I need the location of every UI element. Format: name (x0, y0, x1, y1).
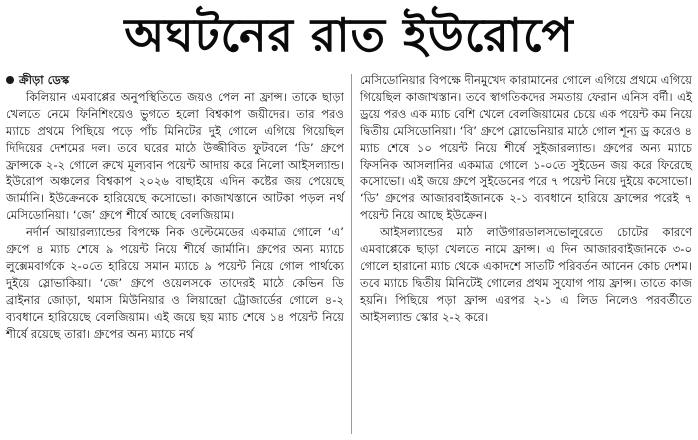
headline: অঘটনের রাত ইউরোপে (124, 8, 574, 62)
column-divider (351, 74, 352, 434)
paragraph: কিলিয়ান এমবাপ্পের অনুপস্থিতিতে জয়ও পেল না ফ্রান্স। তাকে ছাড়া খেলতে নেমে ফিনিশিংয়েও ভুগতে হলো বিশ্বকাপ জয়ীদের। তার পরও ম্যাচে প্রথমে পিছিয়ে পড়ে পাঁচ মিনিটের দুই গোলে এগিয়ে গিয়েছিল দিদিয়ের দেশমের দল। তবে ঘরের মাঠে উজ্জীবিত ফুটবলে ‘ডি’ গ্রুপে ফ্রান্সকে ২-২ গোলে রুখে মূল্যবান পয়েন্ট আদায় করে নিলো আইসল্যান্ড। ইউরোপ অঞ্চলের বিশ্বকাপ ২০২৬ বাছাইয়ে এদিন কষ্টের জয় পেয়েছে জার্মানি। ইউক্রেনকে হারিয়েছে কসোভো। কাজাখস্তানে আটকা পড়ল নর্থ মেসিডোনিয়া। ‘জে’ গ্রুপে শীর্ষে আছে বেলজিয়াম। (6, 89, 344, 223)
paragraph: মেসিডোনিয়ার বিপক্ষে দীনমুখেদ কারামানের গোলে এগিয়ে প্রথমে এগিয়ে গিয়েছিল কাজাখস্তান। তবে স্বাগতিকদের সমতায় ফেরান এনিস বর্দী। এই ড্রয়ে পরও এক ম্যাচ বেশি খেলে বেলজিয়ামের চেয়ে এক পয়েন্ট কম নিয়ে দ্বিতীয় মেসিডোনিয়া। ‘বি’ গ্রুপে স্লোভেনিয়ার মাঠে গোল শূন্য ড্র করেও ৪ ম্যাচ শেষে ১০ পয়েন্ট নিয়ে শীর্ষে সুইজারল্যান্ড। গ্রুপের অন্য ম্যাচে ফিসনিক আসলানির একমাত্র গোলে ১-০তে সুইডেন জয় করে ফিরেছে কসোভো। এই জয়ে গ্রুপে সুইডেনের পরে ৭ পয়েন্ট নিয়ে দুইয়ে কসোভো। ‘ডি’ গ্রুপের আজারবাইজানকে ২-১ ব্যবধানে হারিয়ে ফ্রান্সের পরেই ৭ পয়েন্ট নিয়ে আছে ইউক্রেন। (360, 73, 692, 223)
paragraph: আইসল্যান্ডের মাঠ লাউগারডালসভোলুরেতে চোটের কারণে এমবাপ্পেকে ছাড়া খেলতে নামে ফ্রান্স। এ দিন আজারবাইজানকে ৩-০ গোলে হারানো ম্যাচ থেকে একাদশে সাতটি পরিবর্তন আনেন কোচ দেশম। তবে ম্যাচে দ্বিতীয় মিনিটেই গোলের প্রথম সুযোগ পায় ফ্রান্স। তাতে কাজ হয়নি। পিছিয়ে পড়া ফ্রান্স এরপর ২-১ এ লিড নিলেও পরবর্তীতে আইসল্যান্ড স্কোর ২-২ করে। (360, 225, 692, 324)
paragraph: নর্দার্ন আয়ারল্যান্ডের বিপক্ষে নিক ওল্টেমেডের একমাত্র গোলে ‘এ’ গ্রুপে ৪ ম্যাচ শেষে ৯ পয়েন্ট নিয়ে শীর্ষে জার্মানি। গ্রুপের অন্য ম্যাচে লুক্সেমবার্গকে ২-০তে হারিয়ে সমান ম্যাচে ৯ পয়েন্ট নিয়ে গোল পার্থক্যে দুইয়ে স্লোভাকিয়া। ‘জে’ গ্রুপে ওয়েলসকে তাদেরই মাঠে কেভিন ডি ব্রাইনার জোড়া, থমাস মিউনিয়ার ও লিয়ান্দ্রো ট্রোজার্ডের গোলে ৪-২ ব্যবধানে হারিয়েছে বেলজিয়াম। এই জয়ে ছয় ম্যাচ শেষে ১৪ পয়েন্ট নিয়ে শীর্ষে রয়েছে তারা। গ্রুপের অন্য ম্যাচে নর্থ (6, 225, 344, 341)
dateline-text: ক্রীড়া ডেস্ক (19, 73, 70, 87)
left-column (6, 72, 344, 342)
bullet-icon (6, 76, 14, 84)
right-column (360, 72, 692, 326)
dateline (6, 72, 344, 89)
